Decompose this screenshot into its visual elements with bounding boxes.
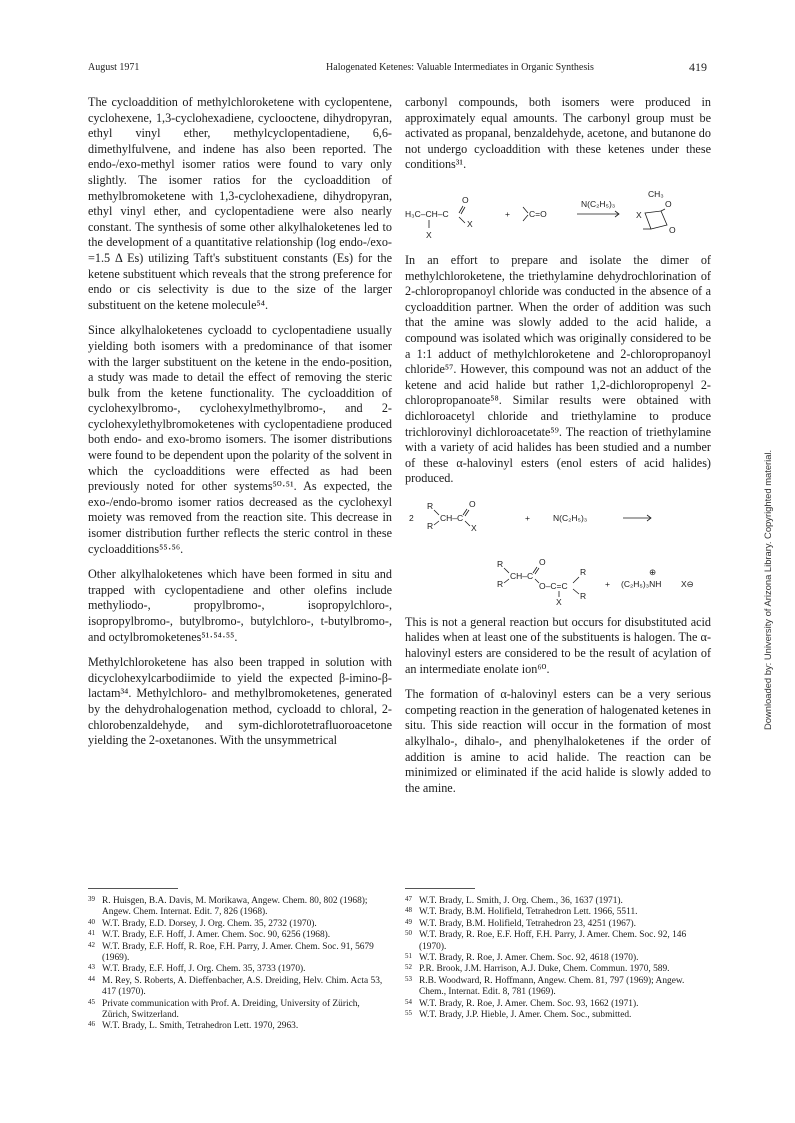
- reference-number: 54: [405, 997, 412, 1006]
- scheme2-plus-2: +: [605, 578, 610, 589]
- reference-number: 48: [405, 906, 412, 915]
- download-watermark: [762, 449, 774, 731]
- reference-text: W.T. Brady, R. Roe, J. Amer. Chem. Soc. 92, 4618 (1970).: [419, 953, 639, 964]
- left-paragraph-2: Since alkylhaloketenes cycloadd to cyclopentadiene usually yielding both isomers with a predominance of that isomer with the larger substituent on the ketene in the endo-position, a study was made to detail the effect of removing the steric bulk from the ketene functionality. The cycloaddition of cyclohexylbromo-, cyclohexylmethylbromo-, and 2-cyclohexylethylbromoketenes with cyclopentadiene produced both endo- and exo-bromo isomers. The isomer distributions were found to be dependent upon the polarity of the solvent in which the cycloadditions were effected as had been previously noted for other systems⁵⁰·⁵¹. As expected, the exo-/endo-bromo isomer ratios decreased as the cyclohexyl moiety was removed from the reaction site. This decrease in isomer distribution further reflects the steric control in these cycloadditions⁵⁵·⁵⁶.: [88, 323, 392, 556]
- scheme1-reagent-label: N(C₂H₅)₃: [581, 198, 616, 209]
- scheme2-ammonium-salt: (C₂H₅)₃NH: [621, 578, 662, 589]
- right-column: [405, 95, 711, 806]
- download-watermark-text: Downloaded by: University of Arizona Library. Copyrighted material.: [762, 449, 773, 730]
- reference-item: [405, 896, 711, 907]
- scheme2-coefficient: 2: [409, 512, 414, 523]
- scheme1-halogen-2: X: [426, 229, 432, 240]
- scheme1-product-oxygen: O: [665, 198, 672, 209]
- reference-text: W.T. Brady, E.F. Hoff, J. Amer. Chem. Soc. 90, 6256 (1968).: [102, 930, 331, 941]
- references-right: [405, 896, 711, 1021]
- scheme-ketene-carbonyl-cycloaddition: [405, 183, 711, 245]
- footnote-rule-left: [88, 888, 178, 889]
- reference-number: 43: [88, 963, 95, 972]
- scheme2-ester-R1: R: [580, 566, 587, 577]
- reference-text: W.T. Brady, L. Smith, Tetrahedron Lett. 1970, 2963.: [102, 1021, 299, 1032]
- scheme2-product-oxygen: O: [539, 556, 546, 567]
- reference-number: 50: [405, 929, 412, 938]
- reference-number: 49: [405, 917, 412, 926]
- reference-item: [88, 999, 388, 1022]
- reference-text: Private communication with Prof. A. Dreiding, University of Zürich, Zürich, Switzerland.: [102, 998, 360, 1021]
- left-column: [88, 95, 392, 759]
- reference-number: 45: [88, 997, 95, 1006]
- scheme1-methyl: CH₃: [648, 188, 664, 199]
- scheme2-positive-charge: ⊕: [649, 566, 657, 577]
- reference-text: W.T. Brady, E.F. Hoff, J. Org. Chem. 35, 3733 (1970).: [102, 964, 306, 975]
- reference-text: W.T. Brady, E.F. Hoff, R. Roe, F.H. Parry, J. Amer. Chem. Soc. 91, 5679 (1969).: [102, 941, 374, 964]
- footnote-rule-right: [405, 888, 475, 889]
- page-number: 419: [689, 60, 707, 74]
- left-paragraph-4: Methylchloroketene has also been trapped in solution with dicyclohexylcarbodiimide to yield the expected β-imino-β-lactam³⁴. Methylchloro- and methylbromoketenes, generated by the dehydrohalogenation method, cycloadd to chloral, 2-chlorobenzaldehyde, and sym-dichlorotetrafluoroacetone yielding the 2-oxetanones. With the unsymmetrical: [88, 655, 392, 748]
- scheme-halovinyl-ester-formation: [405, 497, 711, 607]
- scheme2-product-chc: CH–C: [510, 570, 534, 581]
- reference-item: [88, 930, 388, 941]
- reference-number: 42: [88, 940, 95, 949]
- reference-number: 39: [88, 895, 95, 903]
- reference-text: W.T. Brady, E.D. Dorsey, J. Org. Chem. 35, 2732 (1970).: [102, 918, 317, 929]
- scheme2-product-R1: R: [497, 558, 504, 569]
- reference-text: W.T. Brady, L. Smith, J. Org. Chem., 36, 1637 (1971).: [419, 896, 623, 906]
- reference-text: R. Huisgen, B.A. Davis, M. Morikawa, Angew. Chem. 80, 802 (1968); Angew. Chem. Internat. Edit. 7, 826 (1968).: [102, 896, 368, 918]
- reference-item: [405, 999, 711, 1010]
- reference-number: 52: [405, 963, 412, 972]
- scheme2-counterion: X⊖: [681, 578, 694, 589]
- left-paragraph-1: The cycloaddition of methylchloroketene with cyclopentene, cyclohexene, 1,3-cyclohexadiene, cyclooctene, dihydropyran, ethyl vinyl ether, methylcyclopentadiene, 6,6-dimethylfulvene, and indene has also been reported. The endo-/exo-methyl isomer ratios were found to vary only slightly. The isomer ratios for the cycloaddition of methylbromoketene with 1,3-cyclohexadiene, dihydropyran, ethyl vinyl ether, and cyclopentadiene were also nearly constant. The synthesis of some other alkylhaloketenes led to the development of a quantitative relationship (log endo-/exo-=1.5 Δ Es) utilizing Taft's substituent constants (Es) for the ketene substituent which reveals that the strong preference for endo or cis selectivity is due to the size of the larger substituent on the ketene molecule⁵⁴.: [88, 95, 392, 312]
- scheme2-R2: R: [427, 520, 434, 531]
- reference-item: [88, 919, 388, 930]
- scheme1-reagent: H₃C–CH–C: [405, 208, 449, 219]
- right-paragraph-3: This is not a general reaction but occurs for disubstituted acid halides when at least one of the substituents is halogen. The α-halovinyl esters are considered to be the result of acylation of an intermediate enolate ion⁶⁰.: [405, 614, 711, 676]
- reference-number: 40: [88, 917, 95, 926]
- reference-text: W.T. Brady, B.M. Holifield, Tetrahedron Lett. 1966, 5511.: [419, 907, 638, 918]
- scheme2-plus: +: [525, 512, 530, 523]
- scheme2-R1: R: [427, 500, 434, 511]
- reference-text: W.T. Brady, R. Roe, E.F. Hoff, F.H. Parry, J. Amer. Chem. Soc. 92, 146 (1970).: [419, 930, 687, 952]
- right-paragraph-4: The formation of α-halovinyl esters can be a very serious competing reaction in the generation of halogenated ketenes in situ. This side reaction will occur in the formation of most alkylhalo-, dihalo-, and phenylhaloketenes if the order of addition is amine to acid halide. The reaction can be minimized or eliminated if the acid halide is slowly added to the amine.: [405, 687, 711, 795]
- reference-item: [88, 964, 388, 975]
- reference-text: P.R. Brook, J.M. Harrison, A.J. Duke, Chem. Commun. 1970, 589.: [419, 964, 670, 975]
- scheme2-ester-core: O–C=C: [539, 580, 568, 591]
- reference-number: 44: [88, 974, 95, 983]
- reference-item: [405, 919, 711, 930]
- scheme1-product-halogen: X: [636, 209, 642, 220]
- reference-number: 55: [405, 1009, 412, 1018]
- reference-item: [88, 942, 388, 965]
- reference-item: [405, 964, 711, 975]
- scheme2-halogen: X: [471, 522, 477, 533]
- reference-item: [88, 976, 388, 999]
- scheme2-ester-R2: R: [580, 590, 587, 601]
- reference-text: M. Rey, S. Roberts, A. Dieffenbacher, A.S. Dreiding, Helv. Chim. Acta 53, 417 (1970).: [102, 975, 383, 998]
- reference-number: 41: [88, 929, 95, 938]
- right-paragraph-1: carbonyl compounds, both isomers were produced in approximately equal amounts. The carbonyl group must be activated as propanal, benzaldehyde, acetone, and butanone do not undergo cycloaddition with these ketenes under these conditions³¹.: [405, 95, 711, 172]
- scheme2-ester-halogen: X: [556, 596, 562, 607]
- reference-item: [405, 976, 711, 999]
- scheme1-ring-oxygen: O: [669, 224, 676, 235]
- reference-text: W.T. Brady, R. Roe, J. Amer. Chem. Soc. 93, 1662 (1971).: [419, 998, 639, 1009]
- scheme2-chc: CH–C: [440, 512, 464, 523]
- scheme1-oxygen: O: [462, 194, 469, 205]
- right-paragraph-2: In an effort to prepare and isolate the dimer of methylchloroketene, the triethylamine dehydrochlorination of 2-chloropropanoyl chloride was conducted in the absence of a cycloaddition partner. When the order of addition was such that the amine was slowly added to the acid halide, a compound was isolated which was originally considered to be a 1:1 adduct of methylchloroketene and 2-chloropropanoyl chloride⁵⁷. However, this compound was not an adduct of the ketene and acid halide but rather 1,2-dichloropropenyl 2-chloropropanoate⁵⁸. Similar results were obtained with dichloroacetyl chloride and triethylamine to produce trichlorovinyl dichloroacetate⁵⁹. The reaction of triethylamine with a variety of acid halides has been studied and a number of these α-halovinyl esters (enol esters of acid halides) produced.: [405, 252, 711, 486]
- scheme2-oxygen: O: [469, 498, 476, 509]
- reference-item: [88, 896, 388, 919]
- reference-text: W.T. Brady, B.M. Holifield, Tetrahedron 23, 4251 (1967).: [419, 918, 637, 929]
- reference-text: R.B. Woodward, R. Hoffmann, Angew. Chem. 81, 797 (1969); Angew. Chem., Internat. Edit. 8, 781 (1969).: [419, 975, 685, 998]
- scheme1-halogen: X: [467, 218, 473, 229]
- reference-number: 46: [88, 1020, 95, 1029]
- references-left: [88, 896, 388, 1033]
- reference-item: [405, 1010, 711, 1021]
- reference-text: W.T. Brady, J.P. Hieble, J. Amer. Chem. Soc., submitted.: [419, 1010, 632, 1021]
- reference-number: 47: [405, 895, 412, 903]
- reference-number: 53: [405, 974, 412, 983]
- reference-number: 51: [405, 952, 412, 961]
- running-title: Halogenated Ketenes: Valuable Intermediates in Organic Synthesis: [326, 62, 594, 73]
- left-paragraph-3: Other alkylhaloketenes which have been formed in situ and trapped with cyclopentadiene and other olefins include methyliodo-, propylbromo-, isopropylchloro-, isopropylbromo-, butylbromo-, butylchloro-, t-butylbromo-, and octylbromoketenes⁵¹·⁵⁴·⁵⁵.: [88, 567, 392, 644]
- reference-item: [88, 1021, 388, 1032]
- scheme1-carbonyl: C=O: [529, 208, 547, 219]
- scheme2-amine: N(C₂H₅)₃: [553, 512, 588, 523]
- running-date: August 1971: [88, 62, 140, 73]
- scheme1-plus: +: [505, 208, 510, 219]
- reference-item: [405, 953, 711, 964]
- reference-item: [405, 907, 711, 918]
- reference-item: [405, 930, 711, 953]
- scheme2-product-R2: R: [497, 578, 504, 589]
